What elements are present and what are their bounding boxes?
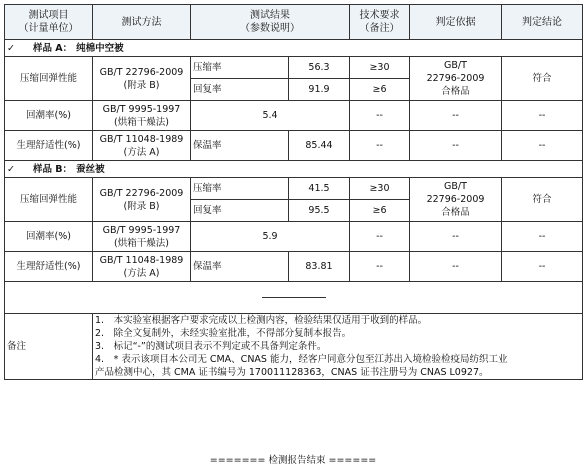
param-cell: 压缩率: [191, 178, 289, 200]
remarks-row: [5, 314, 583, 380]
header-conclusion: 判定结论: [502, 5, 583, 40]
conclusion-cell: 符合: [502, 57, 583, 101]
value-cell: 95.5: [289, 200, 350, 222]
header-method: 测试方法: [93, 5, 191, 40]
checkmark-icon: ✓: [7, 163, 15, 175]
item-cell: 回潮率(%): [5, 101, 93, 131]
conclusion-cell: 符合: [502, 178, 583, 222]
sample-b-heading: ✓ 样品 B： 蚕丝被: [5, 161, 583, 178]
item-cell: 生理舒适性(%): [5, 252, 93, 282]
requirement-cell: --: [350, 101, 410, 131]
sample-a-comfort-row: [5, 131, 583, 161]
end-divider: [262, 297, 326, 298]
requirement-cell: ≥30: [350, 178, 410, 200]
item-cell: 生理舒适性(%): [5, 131, 93, 161]
remark-line: 2. 除全文复制外，未经实验室批准，不得部分复制本报告。: [95, 328, 352, 339]
remark-line: 产品检测中心，其 CMA 证书编号为 170011128363，CNAS 证书注册号为 CNAS L0927。: [95, 367, 489, 378]
basis-cell: --: [410, 101, 502, 131]
param-cell: 回复率: [191, 200, 289, 222]
sample-a-compression-row-1: [5, 57, 583, 79]
requirement-cell: --: [350, 252, 410, 282]
sample-a-heading: ✓ 样品 A： 纯棉中空被: [5, 40, 583, 57]
basis-cell: --: [410, 131, 502, 161]
conclusion-cell: --: [502, 222, 583, 252]
value-cell: 91.9: [289, 79, 350, 101]
requirement-cell: ≥30: [350, 57, 410, 79]
method-cell: GB/T 22796-2009 (附录 B): [93, 178, 191, 222]
basis-cell: --: [410, 252, 502, 282]
end-line-cell: [5, 282, 583, 314]
header-row: [5, 5, 583, 40]
basis-cell: GB/T 22796-2009 合格品: [410, 57, 502, 101]
value-cell: 85.44: [289, 131, 350, 161]
sample-a-heading-row: [5, 40, 583, 57]
sample-b-compression-row-1: [5, 178, 583, 200]
method-cell: GB/T 9995-1997 (烘箱干燥法): [93, 222, 191, 252]
header-result: 测试结果 （参数说明）: [191, 5, 350, 40]
header-requirement: 技术要求 （备注）: [350, 5, 410, 40]
value-cell: 41.5: [289, 178, 350, 200]
basis-cell: GB/T 22796-2009 合格品: [410, 178, 502, 222]
value-cell: 83.81: [289, 252, 350, 282]
conclusion-cell: --: [502, 101, 583, 131]
checkmark-icon: ✓: [7, 42, 15, 54]
sample-b-heading-row: [5, 161, 583, 178]
remark-line: 1. 本实验室根据客户要求完成以上检测内容，检验结果仅适用于收到的样品。: [95, 315, 428, 326]
blank-row: [5, 282, 583, 314]
conclusion-cell: --: [502, 252, 583, 282]
method-cell: GB/T 11048-1989 (方法 A): [93, 131, 191, 161]
report-end-marker: ======= 检测报告结束 ======: [209, 455, 377, 466]
param-cell: 回复率: [191, 79, 289, 101]
item-cell: 压缩回弹性能: [5, 57, 93, 101]
test-report-table: [4, 4, 583, 380]
sample-b-comfort-row: [5, 252, 583, 282]
header-basis: 判定依据: [410, 5, 502, 40]
value-cell: 5.4: [191, 101, 350, 131]
value-cell: 5.9: [191, 222, 350, 252]
value-cell: 56.3: [289, 57, 350, 79]
remark-line: 4. * 表示该项目本公司无 CMA、CNAS 能力，经客户同意分包至江苏出入境检验检疫局纺织工业: [95, 354, 508, 365]
conclusion-cell: --: [502, 131, 583, 161]
remarks-label: 备注: [5, 314, 93, 380]
requirement-cell: --: [350, 131, 410, 161]
remarks-content: [93, 314, 583, 380]
sample-b-moisture-row: [5, 222, 583, 252]
method-cell: GB/T 11048-1989 (方法 A): [93, 252, 191, 282]
requirement-cell: ≥6: [350, 200, 410, 222]
basis-cell: --: [410, 222, 502, 252]
param-cell: 压缩率: [191, 57, 289, 79]
requirement-cell: ≥6: [350, 79, 410, 101]
method-cell: GB/T 9995-1997 (烘箱干燥法): [93, 101, 191, 131]
item-cell: 压缩回弹性能: [5, 178, 93, 222]
item-cell: 回潮率(%): [5, 222, 93, 252]
requirement-cell: --: [350, 222, 410, 252]
remark-line: 3. 标记“-”的测试项目表示不判定或不具备判定条件。: [95, 341, 327, 352]
sample-a-moisture-row: [5, 101, 583, 131]
param-cell: 保温率: [191, 131, 289, 161]
param-cell: 保温率: [191, 252, 289, 282]
method-cell: GB/T 22796-2009 (附录 B): [93, 57, 191, 101]
header-item: 测试项目 （计量单位）: [5, 5, 93, 40]
